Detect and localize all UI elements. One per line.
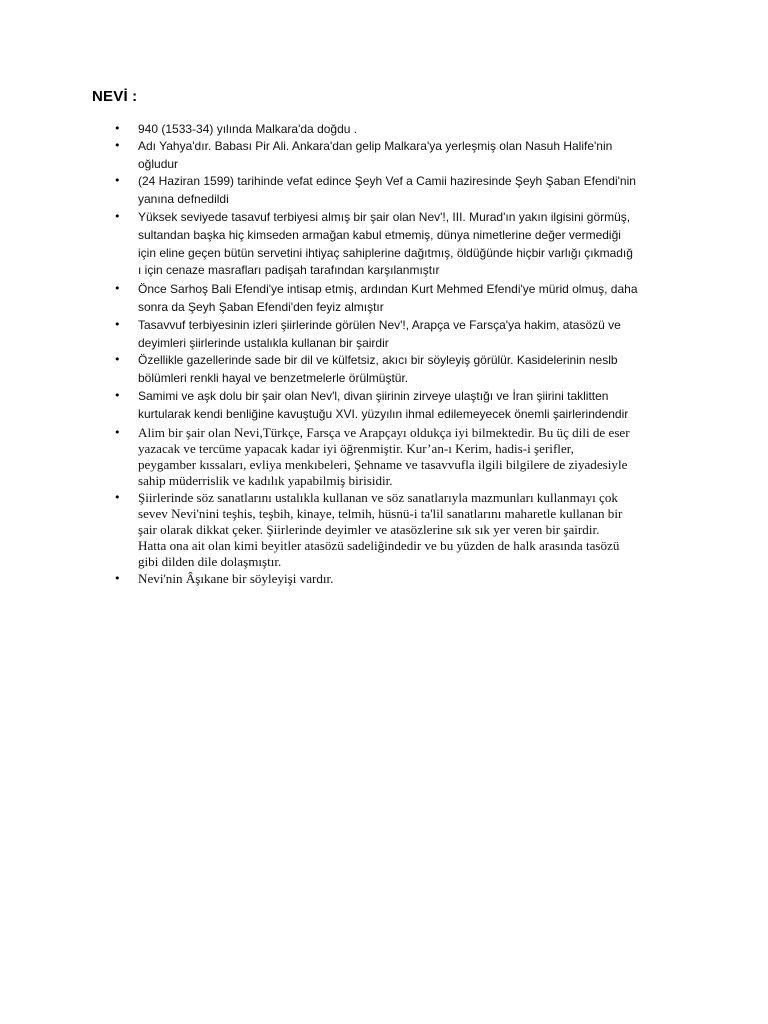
bullet-icon: • <box>114 174 121 187</box>
list-item-text: Önce Sarhoş Bali Efendi'ye intisap etmiş, ardından Kurt Mehmed Efendi'ye mürid olmuş, daha sonra da Şeyh Şaban Efendi'den feyiz almıştır <box>138 282 638 314</box>
list-item-text: Şiirlerinde söz sanatlarını ustalıkla kullanan ve söz sanatlarıyla mazmunları kullanmayı çok sevev Nevi'nini teşhis, teşbih, kinaye, telmih, hüsnü-i ta'lil sanatlarını maharetle kullanan bir şair olarak dikkat çeker. Şiirlerinde deyimler ve atasözlerine sık sık yer veren bir şairdir. Hatta ona ait olan kimi beyitler atasözü sadeliğindedir ve bu yüzden de halk arasında tasözü gibi dilden dile dolaşmıştır. <box>138 490 623 569</box>
bullet-icon: • <box>114 122 121 135</box>
list-item-text: Özellikle gazellerinde sade bir dil ve külfetsiz, akıcı bir söyleyiş görülür. Kasidelerinin neslb bölümleri renkli hayal ve benzetmelerle örülmüştür. <box>138 353 618 385</box>
bullet-icon: • <box>114 353 121 366</box>
bullet-icon: • <box>114 389 121 402</box>
list-item-text: 940 (1533-34) yılında Malkara'da doğdu . <box>138 122 358 136</box>
list-item-text: Tasavvuf terbiyesinin izleri şiirlerinde görülen Nev'!, Arapça ve Farsça'ya hakim, atasözü ve deyimleri şiirlerinde ustalıkla kullanan bir şairdir <box>138 318 621 350</box>
bullet-icon: • <box>114 572 121 585</box>
list-item-text: Adı Yahya'dır. Babası Pir Ali. Ankara'dan gelip Malkara'ya yerleşmiş olan Nasuh Halife'nin oğludur <box>138 139 613 171</box>
bullet-icon: • <box>114 139 121 152</box>
list-item-text: (24 Haziran 1599) tarihinde vefat edince Şeyh Vef a Camii haziresinde Şeyh Şaban Efendi'nin yanına defnedildi <box>138 174 636 206</box>
bullet-icon: • <box>114 318 121 331</box>
list-item-text: Alim bir şair olan Nevi,Türkçe, Farsça ve Arapçayı oldukça iyi bilmektedir. Bu üç dili de eser yazacak ve tercüme yapacak kadar iyi öğrenmiştir. Kur’an-ı Kerim, hadis-i şerifler, peygamber kıssaları, evliya menkıbeleri, Şehname ve tasavvufla ilgili bilgilere de ziyadesiyle sahip müderrislik ve kadılık yapabilmiş birisidir. <box>138 425 630 488</box>
list-item-text: Nevi'nin Âşıkane bir söyleyişi vardır. <box>138 571 334 586</box>
bullet-icon: • <box>114 491 121 504</box>
bullet-icon: • <box>114 282 121 295</box>
document-title: NEVİ : <box>92 88 138 105</box>
bullet-icon: • <box>114 210 121 223</box>
list-item-text: Yüksek seviyede tasavuf terbiyesi almış bir şair olan Nev'!, III. Murad'ın yakın ilgisini görmüş, sultandan başka hiç kimseden armağan kabul etmemiş, dünya nimetlerine değer vermediği için eline geçen bütün servetini ihtiyaç sahiplerine dağıtmış, öldüğünde hiçbir varlığı çıkmadığ ı için cenaze masrafları padişah tarafından karşılanmıştır <box>138 210 633 278</box>
list-item-text: Samimi ve aşk dolu bir şair olan Nev'l, divan şiirinin zirveye ulaştığı ve İran şiirini taklitten kurtularak kendi benliğine kavuştuğu XVI. yüzyılın ihmal edilemeyecek önemli şairlerindendir <box>138 389 629 421</box>
bullet-icon: • <box>114 426 121 439</box>
